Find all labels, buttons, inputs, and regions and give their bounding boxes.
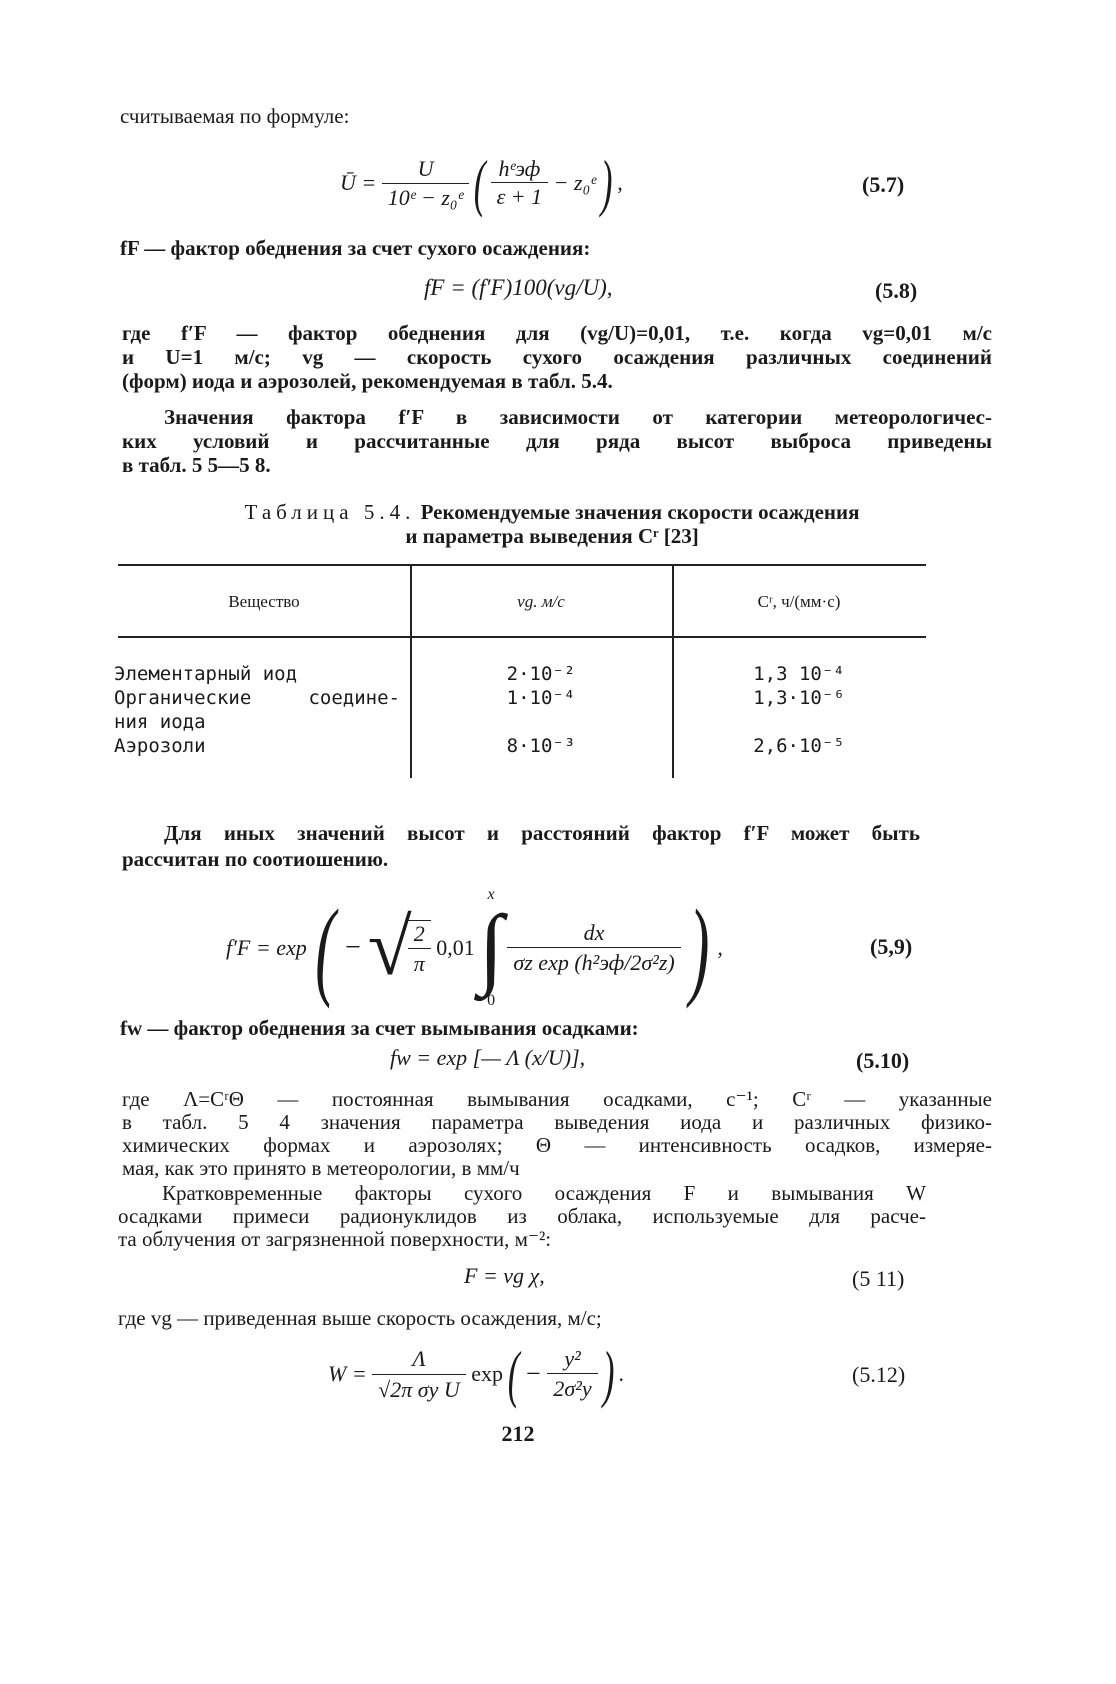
p1-line-1: где f′F — фактор обеднения для (vg/U)=0,01, т.е. когда vg=0,01 м/с bbox=[122, 321, 992, 345]
equation-5-7: Ū = $\frac{U}{\text{10ᵉ − z₀ᵉ}}$ ( $\frac{\text{hᵉэф}}{\varepsilon + 1}$ − z₀ᵉ ) , bbox=[340, 147, 623, 218]
equation-5-12: W = $\frac{\Lambda}{\text{√2π σy U}}$ exp ( − $\frac{\text{y²}}{\text{2σ²y}}$ ) . bbox=[328, 1338, 625, 1409]
vg-definition: где vg — приведенная выше скорость осаждения, м/с; bbox=[118, 1306, 602, 1330]
eq512-exp: exp bbox=[471, 1361, 504, 1386]
table-caption-title: Рекомендуемые значения скорости осаждения bbox=[420, 500, 860, 524]
table-row-3-substance: Аэрозоли bbox=[114, 735, 206, 757]
table-row-1-substance: Элементарный иод bbox=[114, 663, 298, 685]
eq512-inner-num: y² bbox=[547, 1346, 597, 1374]
eq59-number: (5,9) bbox=[870, 934, 913, 959]
intro-text: считываемая по формуле: bbox=[120, 104, 350, 128]
p4-line-4: мая, как это принято в метеорологии, в мм/ч bbox=[122, 1156, 520, 1180]
eq57-inner-den: ε + 1 bbox=[496, 184, 543, 209]
table-caption-line-1 bbox=[172, 500, 932, 524]
table-row-1-vg: 2·10⁻² bbox=[506, 663, 576, 685]
table-header-rule bbox=[118, 636, 926, 638]
table-top-rule bbox=[118, 564, 926, 566]
eq512-inner-fraction bbox=[547, 1346, 597, 1402]
eq512-number: (5.12) bbox=[852, 1362, 906, 1387]
eq59-int-lower: 0 bbox=[487, 992, 496, 1009]
equation-5-8: fF = (f′F)100(vg/U), bbox=[424, 275, 613, 300]
equation-5-11: F = vg χ, bbox=[464, 1263, 545, 1288]
eq57-fraction bbox=[382, 157, 470, 210]
table-caption-line-2: и параметра выведения Cʳ [23] bbox=[405, 524, 699, 548]
table-caption-prefix: Таблица 5.4. bbox=[244, 500, 416, 524]
fw-definition: fw — фактор обеднения за счет вымывания осадками: bbox=[120, 1016, 639, 1040]
integral bbox=[479, 887, 504, 1009]
p2-line-3: в табл. 5 5—5 8. bbox=[122, 453, 271, 477]
table-row-2-substance: Органические соедине- bbox=[114, 687, 400, 709]
p1-line-2: и U=1 м/с; vg — скорость сухого осаждения различных соединений bbox=[122, 345, 992, 369]
eq57-inner-num: hᵉэф bbox=[491, 157, 549, 183]
p4-line-2: в табл. 5 4 значения параметра выведения иода и различных физико- bbox=[122, 1110, 992, 1134]
eq57-num: U bbox=[382, 157, 470, 184]
table-row-3-vg: 8·10⁻³ bbox=[506, 735, 576, 757]
table-header-vg: vg. м/с bbox=[517, 592, 565, 611]
table-row-2-cr: 1,3·10⁻⁶ bbox=[753, 687, 845, 709]
table-header-cr: Cʳ, ч/(мм·с) bbox=[757, 592, 841, 611]
eq57-lhs: Ū = bbox=[340, 170, 377, 195]
eq57-inner-fraction bbox=[491, 157, 549, 209]
eq57-den: 10ᵉ − z₀ᵉ bbox=[387, 184, 464, 210]
p5-line-2: осадками примеси радионуклидов из облака, используемые для расче- bbox=[118, 1204, 926, 1228]
p5-line-1: Кратковременные факторы сухого осаждения F и вымывания W bbox=[162, 1181, 926, 1205]
eq59-sqrt-num: 2 bbox=[408, 921, 431, 949]
table-row-2-substance-cont: ния иода bbox=[114, 711, 206, 733]
eq57-minus-z: − z₀ᵉ bbox=[553, 170, 596, 195]
eq59-minus: − bbox=[343, 932, 363, 963]
eq59-int-upper: x bbox=[487, 886, 495, 903]
eq512-num: Λ bbox=[372, 1346, 466, 1375]
eq512-inner-den: 2σ²y bbox=[553, 1376, 592, 1401]
p1-line-3: (форм) иода и аэрозолей, рекомендуемая в табл. 5.4. bbox=[122, 369, 613, 393]
table-row-1-cr: 1,3 10⁻⁴ bbox=[753, 663, 845, 685]
eq512-fraction bbox=[372, 1346, 466, 1403]
equation-5-9: f′F = exp ( − √ $\frac{2}{\pi}$ 0,01 x ∫ 0 $\frac{dx}{\text{σz exp (h²эф/2σ²z)}}$ ) , bbox=[226, 886, 723, 1009]
table-header-substance: Вещество bbox=[228, 592, 300, 611]
eq510-number: (5.10) bbox=[856, 1048, 910, 1073]
eq59-lhs: f′F = exp bbox=[226, 935, 307, 960]
p3-line-1: Для иных значений высот и расстояний фактор f′F может быть bbox=[164, 821, 920, 845]
eq58-number: (5.8) bbox=[875, 278, 918, 303]
table-row-3-cr: 2,6·10⁻⁵ bbox=[753, 735, 845, 757]
integral-icon: ∫ bbox=[478, 898, 504, 997]
eq57-number: (5.7) bbox=[862, 172, 905, 197]
eq59-frac-den: σz exp (h²эф/2σ²z) bbox=[513, 950, 675, 975]
p4-line-1: где Λ=CʳΘ — постоянная вымывания осадками, с⁻¹; Cʳ — указанные bbox=[122, 1087, 992, 1111]
p3-line-2: рассчитан по соотиошению. bbox=[122, 847, 389, 871]
p5-line-3: та облучения от загрязненной поверхности, м⁻²: bbox=[118, 1227, 552, 1251]
eq512-den: √2π σy U bbox=[378, 1376, 460, 1402]
sqrt-icon: √ bbox=[367, 904, 412, 992]
eq59-coef: 0,01 bbox=[436, 935, 475, 960]
eq511-number: (5 11) bbox=[852, 1266, 905, 1291]
eq59-sqrt-den: π bbox=[413, 950, 425, 976]
p2-line-1: Значения фактора f′F в зависимости от категории метеорологичес- bbox=[164, 405, 992, 429]
equation-5-10: fw = exp [— Λ (x/U)], bbox=[390, 1045, 586, 1070]
page-number: 212 bbox=[501, 1421, 535, 1446]
p2-line-2: ких условий и рассчитанные для ряда высот выброса приведены bbox=[122, 429, 992, 453]
table-row-2-vg: 1·10⁻⁴ bbox=[506, 687, 576, 709]
eq59-frac-num: dx bbox=[507, 920, 680, 948]
p4-line-3: химических формах и аэрозолях; Θ — интенсивность осадков, измеряе- bbox=[122, 1133, 992, 1157]
ff-definition: fF — фактор обеднения за счет сухого осаждения: bbox=[120, 236, 591, 260]
eq512-lhs: W = bbox=[328, 1361, 367, 1386]
eq59-main-fraction bbox=[507, 920, 680, 976]
eq59-sqrt-fraction bbox=[408, 920, 431, 977]
